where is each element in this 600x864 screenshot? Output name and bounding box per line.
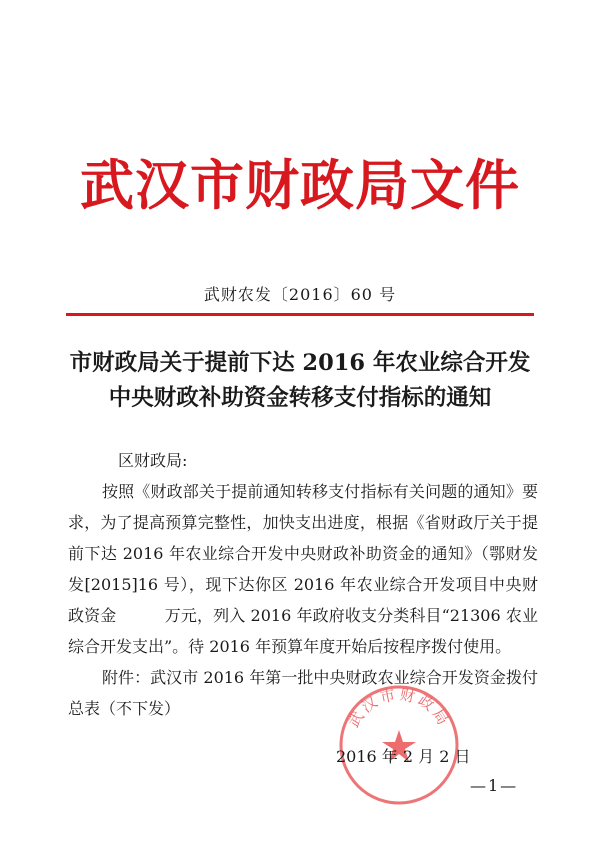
document-number: 武财农发〔2016〕60 号 (203, 285, 397, 304)
page-number: —1— (470, 776, 519, 795)
document-header-title: 武汉市财政局文件 (80, 153, 520, 217)
notice-title-line-2: 中央财政补助资金转移支付指标的通知 (108, 385, 492, 411)
notice-body (68, 445, 538, 724)
notice-title (40, 346, 560, 416)
header-red-rule (66, 313, 534, 316)
svg-text:武汉市财政局 (344, 685, 453, 730)
issue-date: 2016 年 2 月 2 日 (336, 747, 471, 766)
notice-title-line-1: 市财政局关于提前下达 2016 年农业综合开发 (69, 350, 531, 376)
attachment-note: 附件：武汉市 2016 年第一批中央财政农业综合开发资金拨付总表（不下发） (68, 668, 538, 718)
salutation: 区财政局: (118, 451, 188, 470)
body-paragraph: 按照《财政部关于提前通知转移支付指标有关问题的通知》要求，为了提高预算完整性，加快支出进度，根据《省财政厅关于提前下达 2016 年农业综合开发中央财政补助资金的通知》（鄂财发发[2015]16 号），现下达你区 2016 年农业综合开发项目中央财政资金 万元，列入 2016 年政府收支分类科目“21306 农业综合开发支出”。待 2016 年预算年度开始后按程序拨付使用。 (68, 482, 538, 656)
seal-text: 武汉市财政局 (344, 685, 454, 731)
